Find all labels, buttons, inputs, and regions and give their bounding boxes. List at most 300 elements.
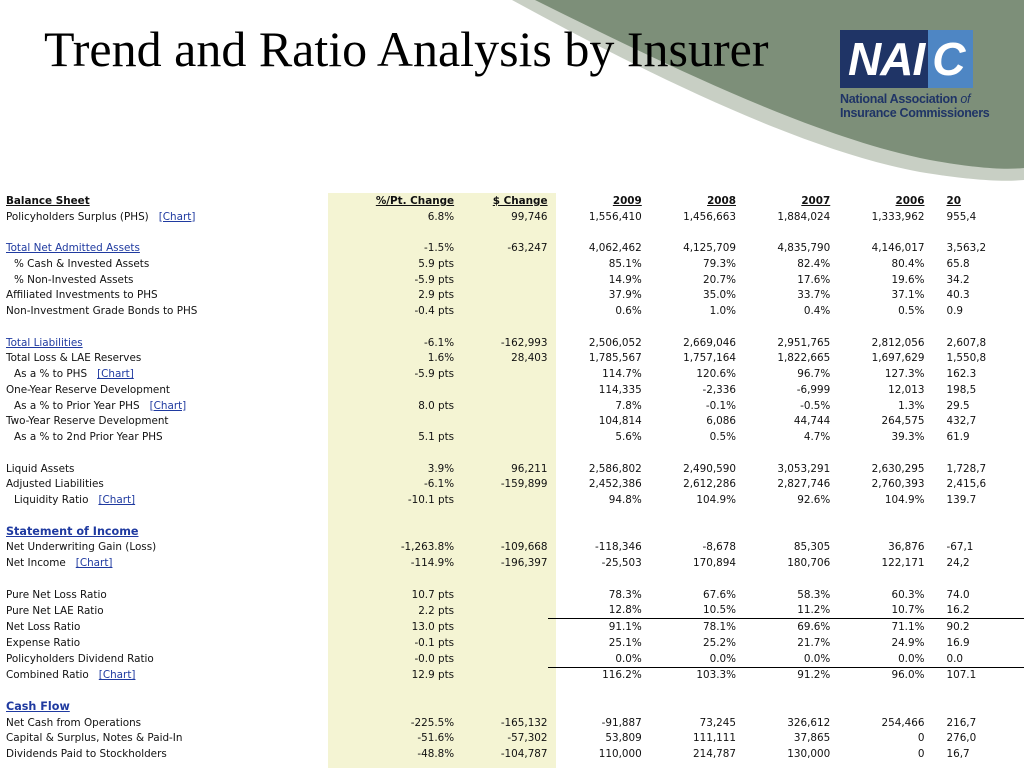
chart-link[interactable]: [Chart] [149,399,187,412]
year-value-cell: -0.1% [705,399,736,412]
row-label-cell [6,667,327,683]
dollar-change-cell [454,429,547,445]
table-row [6,540,1024,556]
row-label-cell [6,382,327,398]
table-row [6,635,1024,651]
year-value-cell: 85,305 [793,541,831,554]
year-value-cell: 37.1% [891,289,925,302]
pct-change-cell: 10.7 pts [411,588,455,601]
header-dollar-change: $ Change [492,194,548,207]
year-value-cell: 16,7 [946,748,970,761]
year-value-cell: 214,787 [693,748,736,761]
year-value-cell: 60.3% [891,588,925,601]
year-value-cell: 25.2% [702,636,736,649]
row-label: Liquidity Ratio [14,494,89,507]
year-value-cell: 2,415,6 [946,478,987,491]
year-value-cell: -25,503 [601,557,642,570]
row-label-cell [6,351,327,367]
year-value-cell: 78.1% [642,619,736,635]
dollar-change-cell: 96,211 [511,462,548,475]
dollar-change-cell: 99,746 [511,210,548,223]
year-value-cell: 0 [917,748,925,761]
pct-change-cell: -5.9 pts [414,368,455,381]
row-label: Net Loss Ratio [6,620,81,633]
dollar-change-cell [454,667,547,683]
table-row [6,335,1024,351]
year-value-cell: 92.6% [797,494,831,507]
dollar-change-cell: -57,302 [507,732,548,745]
row-label-cell [6,256,327,272]
year-value-cell: 1.0% [709,305,736,318]
logo-caption-line1: National Association [840,92,958,106]
year-value-cell: 3,053,291 [777,462,831,475]
table-row [6,366,1024,382]
year-value-cell: 114,335 [598,383,642,396]
year-value-cell: 69.6% [736,619,830,635]
year-value-cell: 4,062,462 [588,242,642,255]
row-label-cell [6,587,327,603]
section-header-row [6,699,1024,715]
year-value-cell: 2,669,046 [683,336,736,349]
logo-mark-c: C [928,30,973,88]
year-value-cell: 2,607,8 [946,336,987,349]
year-value-cell: 103.3% [642,667,736,683]
table-row [6,619,1024,635]
row-label-link[interactable]: Total Net Admitted Assets [6,242,140,255]
section-title-link[interactable]: Statement of Income [6,525,139,539]
header-year: 2009 [612,194,642,207]
row-label: Liquid Assets [6,462,75,475]
header-year: 2006 [895,194,925,207]
chart-link[interactable]: [Chart] [98,669,136,682]
year-value-cell: 2,452,386 [588,478,642,491]
table-row [6,667,1024,683]
row-label-cell [6,429,327,445]
row-label: Pure Net LAE Ratio [6,604,104,617]
row-label: One-Year Reserve Development [6,383,170,396]
row-label: Expense Ratio [6,636,81,649]
row-label: Two-Year Reserve Development [6,415,169,428]
header-year: 2008 [707,194,736,207]
year-value-cell: 120.6% [696,368,736,381]
year-value-cell: 2,630,295 [871,462,925,475]
section-header-row [6,524,1024,540]
row-label: Total Loss & LAE Reserves [6,352,142,365]
year-value-cell: 2,612,286 [683,478,736,491]
year-value-cell: 5.6% [615,431,642,444]
financial-table [6,193,1024,762]
year-value-cell: -2,336 [702,383,736,396]
year-value-cell: 1,884,024 [777,210,831,223]
year-value-cell: 4.7% [803,431,831,444]
year-value-cell: 65.8 [946,257,970,270]
year-value-cell: -6,999 [796,383,831,396]
blank-row [6,683,1024,699]
blank-row [6,571,1024,587]
table-row [6,651,1024,667]
year-value-cell: 955,4 [946,210,977,223]
table-row [6,746,1024,762]
year-value-cell: 24,2 [946,557,970,570]
header-balance-sheet: Balance Sheet [6,194,90,207]
table-row [6,240,1024,256]
year-value-cell: -8,678 [702,541,736,554]
table-row [6,461,1024,477]
year-value-cell: 82.4% [797,257,831,270]
dollar-change-cell: -196,397 [500,557,548,570]
table-row [6,272,1024,288]
dollar-change-cell: -162,993 [500,336,548,349]
table-row [6,414,1024,430]
year-value-cell: 326,612 [787,716,831,729]
year-value-cell: 29.5 [946,399,970,412]
dollar-change-cell: -159,899 [500,478,548,491]
year-value-cell: 0.0% [709,652,736,665]
year-value-cell: 104.9% [696,494,736,507]
year-value-cell: 139.7 [946,494,977,507]
pct-change-cell [327,414,454,430]
year-value-cell: 111,111 [693,732,736,745]
year-value-cell: 264,575 [881,415,925,428]
dollar-change-cell: -165,132 [500,716,548,729]
pct-change-cell: -6.1% [423,478,455,491]
year-value-cell: 127.3% [884,368,925,381]
dollar-change-cell [454,303,547,319]
pct-change-cell: 2.9 pts [418,289,455,302]
table-row [6,715,1024,731]
row-label-cell [6,651,327,667]
year-value-cell: 130,000 [787,748,831,761]
row-label-cell [6,635,327,651]
dollar-change-cell [454,256,547,272]
year-value-cell: 16.9 [946,636,970,649]
year-value-cell: 0.0% [615,652,642,665]
year-value-cell: 1,550,8 [946,352,987,365]
table-row [6,256,1024,272]
year-value-cell: 85.1% [608,257,642,270]
pct-change-cell: 2.2 pts [418,604,455,617]
year-value-cell: 104,814 [598,415,642,428]
year-value-cell: 74.0 [946,588,970,601]
chart-link[interactable]: [Chart] [97,368,134,381]
year-value-cell: -91,887 [601,716,642,729]
naic-logo [840,30,1000,120]
year-value-cell: 20.7% [702,273,736,286]
pct-change-cell: -0.1 pts [414,636,455,649]
row-label-cell [6,619,327,635]
year-value-cell: 2,506,052 [588,336,642,349]
row-label-cell [6,240,327,256]
row-label-link[interactable]: Total Liabilities [6,336,83,349]
year-value-cell: 0.5% [709,431,736,444]
year-value-cell: 2,812,056 [871,336,925,349]
year-value-cell: 1,728,7 [946,462,987,475]
dollar-change-cell: -63,247 [507,242,548,255]
year-value-cell: 2,490,590 [683,462,736,475]
logo-caption-of: of [960,92,971,106]
spreadsheet-area [0,190,1024,768]
row-label-cell [6,477,327,493]
row-label: Combined Ratio [6,669,89,682]
blank-row [6,508,1024,524]
row-label-cell [6,492,327,508]
year-value-cell: -0.5% [800,399,831,412]
logo-caption-line2: Insurance Commissioners [840,106,990,120]
year-value-cell: 61.9 [946,431,970,444]
row-label: % Non-Invested Assets [14,273,134,286]
blank-row [6,445,1024,461]
year-value-cell: 107.1 [924,667,1024,683]
year-value-cell: 198,5 [946,383,977,396]
year-value-cell: 96.7% [797,368,831,381]
table-row [6,351,1024,367]
year-value-cell: 10.7% [891,604,925,617]
dollar-change-cell [454,603,547,619]
year-value-cell: 116.2% [548,667,642,683]
year-value-cell: 91.2% [736,667,830,683]
dollar-change-cell: -109,668 [500,541,548,554]
year-value-cell: -118,346 [595,541,642,554]
pct-change-cell: 8.0 pts [418,399,455,412]
year-value-cell: 2,827,746 [777,478,831,491]
year-value-cell: 79.3% [702,257,736,270]
row-label-cell [6,366,327,382]
dollar-change-cell [454,619,547,635]
year-value-cell: 254,466 [881,716,925,729]
logo-caption [840,92,1000,120]
year-value-cell: 80.4% [891,257,925,270]
row-label: As a % to Prior Year PHS [14,399,140,412]
row-label: Affiliated Investments to PHS [6,289,158,302]
row-label-cell [6,288,327,304]
year-value-cell: 216,7 [946,716,977,729]
row-label-cell [6,731,327,747]
dollar-change-cell [454,651,547,667]
pct-change-cell [327,382,454,398]
year-value-cell: 4,125,709 [683,242,736,255]
chart-link[interactable]: [Chart] [158,210,196,223]
dollar-change-cell: -104,787 [500,748,548,761]
year-value-cell: 3,563,2 [946,242,987,255]
year-value-cell: 0.0% [898,652,925,665]
year-value-cell: 2,760,393 [871,478,925,491]
pct-change-cell: -225.5% [410,716,455,729]
dollar-change-cell [454,288,547,304]
year-value-cell: 12,013 [888,383,925,396]
year-value-cell: 1,785,567 [588,352,642,365]
year-value-cell: 170,894 [693,557,736,570]
pct-change-cell: -51.6% [417,732,455,745]
chart-link[interactable]: [Chart] [75,557,113,570]
dollar-change-cell [454,382,547,398]
year-value-cell: 1,333,962 [871,210,925,223]
year-value-cell: 114.7% [602,368,642,381]
year-value-cell: 34.2 [946,273,970,286]
row-label: Net Cash from Operations [6,716,142,729]
year-value-cell: 4,835,790 [777,242,831,255]
year-value-cell: 14.9% [608,273,642,286]
year-value-cell: 180,706 [787,557,831,570]
table-row [6,492,1024,508]
row-label: % Cash & Invested Assets [14,257,150,270]
year-value-cell: 0.6% [615,305,642,318]
row-label: Non-Investment Grade Bonds to PHS [6,305,198,318]
year-value-cell: 1,697,629 [871,352,925,365]
row-label: As a % to PHS [14,368,88,381]
year-value-cell: 91.1% [548,619,642,635]
year-value-cell: 37.9% [608,289,642,302]
table-row [6,603,1024,619]
year-value-cell: 19.6% [891,273,925,286]
table-row [6,731,1024,747]
year-value-cell: 96.0% [830,667,924,683]
year-value-cell: 78.3% [608,588,642,601]
pct-change-cell: -0.0 pts [414,652,455,665]
year-value-cell: 67.6% [702,588,736,601]
year-value-cell: 0.9 [946,305,963,318]
dollar-change-cell [454,635,547,651]
year-value-cell: 104.9% [884,494,925,507]
year-value-cell: 11.2% [797,604,831,617]
year-value-cell: 7.8% [615,399,642,412]
year-value-cell: 71.1% [830,619,924,635]
pct-change-cell: -1.5% [423,242,455,255]
header-year: 20 [946,194,961,207]
year-value-cell: 4,146,017 [871,242,925,255]
year-value-cell: 39.3% [891,431,925,444]
table-row [6,398,1024,414]
pct-change-cell: 6.8% [427,210,455,223]
dollar-change-cell [454,492,547,508]
row-label-cell [6,272,327,288]
table-header-row [6,193,1024,209]
row-label-cell [6,715,327,731]
table-row [6,477,1024,493]
year-value-cell: 17.6% [797,273,831,286]
year-value-cell: 1,757,164 [683,352,736,365]
table-row [6,429,1024,445]
year-value-cell: 122,171 [881,557,925,570]
row-label: Adjusted Liabilities [6,478,104,491]
table-row [6,555,1024,571]
year-value-cell: 90.2 [924,619,1024,635]
header-pct-change: %/Pt. Change [375,194,455,207]
blank-row [6,225,1024,241]
dollar-change-cell [454,414,547,430]
table-row [6,209,1024,225]
year-value-cell: 12.8% [608,604,642,617]
row-label: Pure Net Loss Ratio [6,588,107,601]
year-value-cell: 58.3% [797,588,831,601]
pct-change-cell: 12.9 pts [411,669,455,682]
year-value-cell: 0.0% [803,652,831,665]
row-label: Net Underwriting Gain (Loss) [6,541,157,554]
table-row [6,382,1024,398]
row-label-cell [6,398,327,414]
row-label-cell [6,335,327,351]
year-value-cell: 1.3% [898,399,925,412]
year-value-cell: 6,086 [706,415,736,428]
year-value-cell: 1,556,410 [588,210,642,223]
year-value-cell: 0.5% [898,305,925,318]
table-row [6,587,1024,603]
row-label-cell [6,746,327,762]
year-value-cell: -67,1 [946,541,974,554]
header-year: 2007 [801,194,831,207]
year-value-cell: 33.7% [797,289,831,302]
row-label: Dividends Paid to Stockholders [6,748,167,761]
year-value-cell: 35.0% [702,289,736,302]
pct-change-cell: 5.1 pts [418,431,455,444]
year-value-cell: 432,7 [946,415,977,428]
year-value-cell: 40.3 [946,289,970,302]
pct-change-cell: -48.8% [417,748,455,761]
dollar-change-cell [454,398,547,414]
table-row [6,288,1024,304]
year-value-cell: 24.9% [891,636,925,649]
pct-change-cell: -6.1% [423,336,455,349]
pct-change-cell: 5.9 pts [418,257,455,270]
year-value-cell: 53,809 [605,732,642,745]
year-value-cell: 110,000 [598,748,642,761]
year-value-cell: 21.7% [797,636,831,649]
pct-change-cell: -114.9% [410,557,455,570]
year-value-cell: 1,822,665 [777,352,831,365]
dollar-change-cell [454,366,547,382]
dollar-change-cell: 28,403 [511,352,548,365]
row-label: As a % to 2nd Prior Year PHS [14,431,163,444]
year-value-cell: 94.8% [608,494,642,507]
slide-title: Trend and Ratio Analysis by Insurer [44,21,769,77]
pct-change-cell: -0.4 pts [414,305,455,318]
section-title-link[interactable]: Cash Flow [6,700,70,714]
naic-logo-mark [840,30,1000,88]
year-value-cell: 25.1% [608,636,642,649]
year-value-cell: 276,0 [946,732,977,745]
pct-change-cell: 13.0 pts [411,620,455,633]
year-value-cell: 162.3 [946,368,977,381]
dollar-change-cell [454,272,547,288]
row-label-cell [6,209,327,225]
row-label-cell [6,603,327,619]
table-row [6,303,1024,319]
year-value-cell: 44,744 [793,415,831,428]
pct-change-cell: -1,263.8% [400,541,455,554]
chart-link[interactable]: [Chart] [98,494,136,507]
year-value-cell: 37,865 [793,732,831,745]
logo-mark-text: NAI [840,30,928,88]
row-label-cell [6,540,327,556]
year-value-cell: 73,245 [699,716,736,729]
pct-change-cell: -10.1 pts [407,494,455,507]
pct-change-cell: -5.9 pts [414,273,455,286]
year-value-cell: 2,586,802 [588,462,642,475]
row-label-cell [6,303,327,319]
year-value-cell: 0.4% [803,305,831,318]
year-value-cell: 36,876 [888,541,925,554]
row-label: Policyholders Dividend Ratio [6,652,154,665]
row-label-cell [6,414,327,430]
year-value-cell: 16.2 [946,604,970,617]
year-value-cell: 0.0 [946,652,963,665]
year-value-cell: 0 [917,732,925,745]
year-value-cell: 1,456,663 [683,210,736,223]
row-label-cell [6,555,327,571]
blank-row [6,319,1024,335]
dollar-change-cell [454,587,547,603]
pct-change-cell: 3.9% [427,462,455,475]
pct-change-cell: 1.6% [427,352,455,365]
